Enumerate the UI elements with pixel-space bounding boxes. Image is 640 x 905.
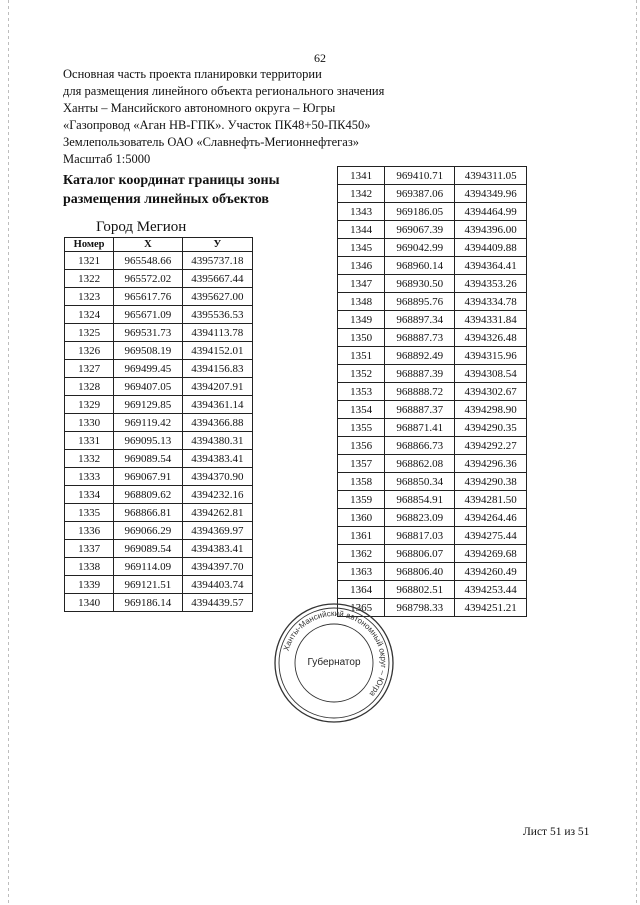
document-header	[63, 66, 384, 168]
table-row	[338, 203, 527, 221]
table-row	[65, 432, 253, 450]
cell-number: 1330	[65, 414, 114, 432]
cell-y: 4394298.90	[455, 401, 527, 419]
cell-y: 4394369.97	[182, 522, 252, 540]
cell-x: 969095.13	[114, 432, 182, 450]
cell-x: 969089.54	[114, 540, 182, 558]
cell-y: 4394364.41	[455, 257, 527, 275]
cell-number: 1341	[338, 167, 385, 185]
coordinates-table-left	[64, 237, 253, 612]
cell-x: 969089.54	[114, 450, 182, 468]
cell-x: 968866.81	[114, 504, 182, 522]
cell-y: 4394383.41	[182, 450, 252, 468]
cell-number: 1362	[338, 545, 385, 563]
cell-x: 968930.50	[385, 275, 455, 293]
cell-number: 1339	[65, 576, 114, 594]
table-row	[338, 419, 527, 437]
cell-y: 4394290.35	[455, 419, 527, 437]
table-header-row	[65, 238, 253, 252]
cell-y: 4394315.96	[455, 347, 527, 365]
cell-number: 1363	[338, 563, 385, 581]
cell-number: 1336	[65, 522, 114, 540]
table-row	[338, 347, 527, 365]
header-line: Масштаб 1:5000	[63, 152, 151, 166]
cell-x: 968866.73	[385, 437, 455, 455]
cell-y: 4394251.21	[455, 599, 527, 617]
table-row	[65, 252, 253, 270]
table-row	[338, 455, 527, 473]
table-row	[338, 437, 527, 455]
cell-x: 968887.37	[385, 401, 455, 419]
table-row	[338, 563, 527, 581]
cell-x: 969067.39	[385, 221, 455, 239]
cell-y: 4394334.78	[455, 293, 527, 311]
cell-number: 1357	[338, 455, 385, 473]
cell-number: 1329	[65, 396, 114, 414]
table-row	[338, 329, 527, 347]
cell-y: 4394269.68	[455, 545, 527, 563]
cell-number: 1328	[65, 378, 114, 396]
table-row	[338, 257, 527, 275]
table-row	[65, 522, 253, 540]
cell-number: 1346	[338, 257, 385, 275]
cell-y: 4394331.84	[455, 311, 527, 329]
cell-number: 1334	[65, 486, 114, 504]
scan-edge-right	[636, 0, 637, 905]
cell-number: 1322	[65, 270, 114, 288]
cell-y: 4394326.48	[455, 329, 527, 347]
table-row	[338, 275, 527, 293]
cell-x: 965671.09	[114, 306, 182, 324]
cell-y: 4394296.36	[455, 455, 527, 473]
cell-y: 4394370.90	[182, 468, 252, 486]
table-row	[65, 306, 253, 324]
cell-x: 969067.91	[114, 468, 182, 486]
table-row	[65, 414, 253, 432]
cell-y: 4395737.18	[182, 252, 252, 270]
table-row	[338, 293, 527, 311]
cell-number: 1350	[338, 329, 385, 347]
cell-x: 969119.42	[114, 414, 182, 432]
cell-number: 1325	[65, 324, 114, 342]
cell-y: 4394396.00	[455, 221, 527, 239]
cell-x: 969121.51	[114, 576, 182, 594]
header-line: для размещения линейного объекта регионального значения	[63, 84, 385, 98]
cell-y: 4394308.54	[455, 365, 527, 383]
cell-number: 1360	[338, 509, 385, 527]
cell-x: 969508.19	[114, 342, 182, 360]
table-row	[65, 486, 253, 504]
seal-center-text: Губернатор	[307, 657, 361, 668]
cell-number: 1324	[65, 306, 114, 324]
cell-y: 4394290.38	[455, 473, 527, 491]
column-header-x: X	[114, 238, 182, 252]
cell-number: 1345	[338, 239, 385, 257]
page-number: 62	[314, 51, 326, 65]
cell-number: 1349	[338, 311, 385, 329]
cell-x: 969042.99	[385, 239, 455, 257]
cell-number: 1333	[65, 468, 114, 486]
table-row	[65, 450, 253, 468]
cell-number: 1331	[65, 432, 114, 450]
cell-number: 1338	[65, 558, 114, 576]
cell-x: 969499.45	[114, 360, 182, 378]
cell-x: 968806.40	[385, 563, 455, 581]
table-row	[65, 558, 253, 576]
cell-number: 1327	[65, 360, 114, 378]
cell-y: 4394275.44	[455, 527, 527, 545]
table-row	[338, 383, 527, 401]
cell-x: 965617.76	[114, 288, 182, 306]
cell-x: 968862.08	[385, 455, 455, 473]
cell-y: 4394152.01	[182, 342, 252, 360]
cell-number: 1344	[338, 221, 385, 239]
cell-x: 968895.76	[385, 293, 455, 311]
cell-x: 968892.49	[385, 347, 455, 365]
cell-number: 1335	[65, 504, 114, 522]
section-title	[63, 171, 280, 209]
cell-y: 4394232.16	[182, 486, 252, 504]
table-row	[65, 576, 253, 594]
cell-number: 1321	[65, 252, 114, 270]
cell-number: 1365	[338, 599, 385, 617]
city-title: Город Мегион	[96, 219, 187, 235]
cell-number: 1348	[338, 293, 385, 311]
cell-x: 969114.09	[114, 558, 182, 576]
section-title-line: Каталог координат границы зоны	[63, 173, 280, 188]
cell-number: 1352	[338, 365, 385, 383]
table-row	[338, 365, 527, 383]
cell-x: 968802.51	[385, 581, 455, 599]
cell-x: 969387.06	[385, 185, 455, 203]
table-row	[65, 288, 253, 306]
cell-y: 4394113.78	[182, 324, 252, 342]
cell-x: 965572.02	[114, 270, 182, 288]
coordinates-table-right	[337, 166, 527, 617]
cell-x: 968887.73	[385, 329, 455, 347]
cell-x: 969531.73	[114, 324, 182, 342]
table-row	[338, 527, 527, 545]
cell-y: 4394156.83	[182, 360, 252, 378]
cell-y: 4394353.26	[455, 275, 527, 293]
cell-x: 968871.41	[385, 419, 455, 437]
table-row	[338, 473, 527, 491]
cell-y: 4394464.99	[455, 203, 527, 221]
table-row	[338, 509, 527, 527]
cell-y: 4395667.44	[182, 270, 252, 288]
cell-x: 969066.29	[114, 522, 182, 540]
table-row	[65, 324, 253, 342]
table-row	[338, 239, 527, 257]
cell-number: 1354	[338, 401, 385, 419]
cell-y: 4394311.05	[455, 167, 527, 185]
section-title-line: размещения линейных объектов	[63, 192, 269, 207]
table-row	[65, 504, 253, 522]
cell-y: 4394292.27	[455, 437, 527, 455]
seal-ring-text: Ханты-Мансийский автономный округ – Югра	[281, 608, 389, 699]
sheet-label: Лист 51 из 51	[523, 826, 590, 838]
table-row	[65, 360, 253, 378]
cell-x: 968888.72	[385, 383, 455, 401]
table-row	[338, 401, 527, 419]
header-line: Землепользователь ОАО «Славнефть-Мегионнефтегаз»	[63, 135, 360, 149]
column-header-number: Номер	[65, 238, 114, 252]
table-row	[65, 396, 253, 414]
cell-number: 1326	[65, 342, 114, 360]
cell-x: 968850.34	[385, 473, 455, 491]
cell-y: 4394409.88	[455, 239, 527, 257]
table-row	[65, 594, 253, 612]
header-line: Основная часть проекта планировки территории	[63, 67, 322, 81]
cell-x: 968823.09	[385, 509, 455, 527]
table-row	[65, 342, 253, 360]
table-row	[65, 540, 253, 558]
cell-y: 4394264.46	[455, 509, 527, 527]
cell-number: 1356	[338, 437, 385, 455]
cell-y: 4394403.74	[182, 576, 252, 594]
cell-y: 4395536.53	[182, 306, 252, 324]
cell-number: 1358	[338, 473, 385, 491]
cell-number: 1340	[65, 594, 114, 612]
cell-number: 1342	[338, 185, 385, 203]
column-header-y: У	[182, 238, 252, 252]
cell-number: 1361	[338, 527, 385, 545]
table-row	[338, 491, 527, 509]
table-row	[338, 221, 527, 239]
cell-y: 4394366.88	[182, 414, 252, 432]
cell-x: 969186.05	[385, 203, 455, 221]
cell-x: 968854.91	[385, 491, 455, 509]
governor-seal	[273, 602, 395, 724]
table-row	[338, 545, 527, 563]
cell-number: 1364	[338, 581, 385, 599]
table-row	[65, 270, 253, 288]
table-row	[338, 311, 527, 329]
cell-x: 968897.34	[385, 311, 455, 329]
cell-x: 968798.33	[385, 599, 455, 617]
header-line: Ханты – Мансийского автономного округа – Югры	[63, 101, 336, 115]
table-row	[338, 167, 527, 185]
cell-y: 4394302.67	[455, 383, 527, 401]
cell-x: 968809.62	[114, 486, 182, 504]
table-row	[338, 185, 527, 203]
table-row	[65, 378, 253, 396]
cell-y: 4394207.91	[182, 378, 252, 396]
cell-y: 4394380.31	[182, 432, 252, 450]
table-row	[65, 468, 253, 486]
cell-number: 1337	[65, 540, 114, 558]
cell-y: 4395627.00	[182, 288, 252, 306]
cell-number: 1343	[338, 203, 385, 221]
cell-x: 965548.66	[114, 252, 182, 270]
cell-number: 1323	[65, 288, 114, 306]
cell-x: 969186.14	[114, 594, 182, 612]
cell-x: 969407.05	[114, 378, 182, 396]
cell-y: 4394253.44	[455, 581, 527, 599]
cell-number: 1351	[338, 347, 385, 365]
header-line: «Газопровод «Аган НВ-ГПК». Участок ПК48+50-ПК450»	[63, 118, 371, 132]
cell-number: 1347	[338, 275, 385, 293]
cell-y: 4394361.14	[182, 396, 252, 414]
cell-x: 969410.71	[385, 167, 455, 185]
cell-x: 968806.07	[385, 545, 455, 563]
cell-x: 968817.03	[385, 527, 455, 545]
cell-y: 4394383.41	[182, 540, 252, 558]
cell-y: 4394260.49	[455, 563, 527, 581]
cell-x: 968887.39	[385, 365, 455, 383]
table-row	[338, 581, 527, 599]
cell-number: 1359	[338, 491, 385, 509]
cell-y: 4394439.57	[182, 594, 252, 612]
scan-edge-left	[8, 0, 9, 905]
cell-number: 1353	[338, 383, 385, 401]
cell-number: 1355	[338, 419, 385, 437]
cell-number: 1332	[65, 450, 114, 468]
cell-y: 4394281.50	[455, 491, 527, 509]
cell-y: 4394349.96	[455, 185, 527, 203]
cell-x: 968960.14	[385, 257, 455, 275]
cell-x: 969129.85	[114, 396, 182, 414]
cell-y: 4394397.70	[182, 558, 252, 576]
cell-y: 4394262.81	[182, 504, 252, 522]
